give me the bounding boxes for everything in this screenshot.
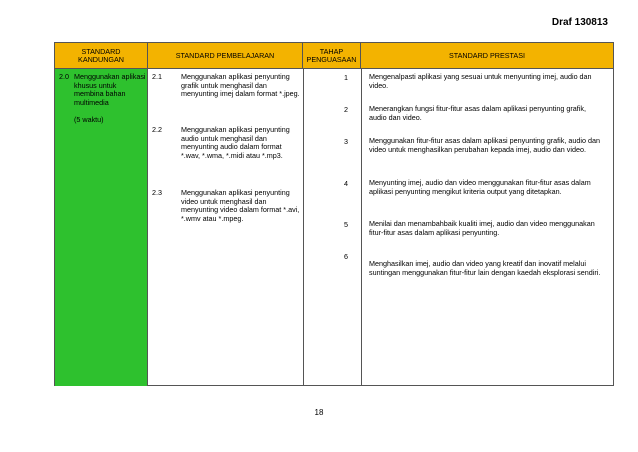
page-number: 18 (314, 408, 324, 417)
draft-label: Draf 130813 (551, 17, 608, 28)
kandungan-duration: (5 waktu) (74, 115, 104, 124)
column-divider (303, 69, 304, 386)
kandungan-column (55, 69, 148, 386)
standards-table (54, 42, 614, 386)
column-divider (361, 69, 362, 386)
tahap-number: 5 (344, 220, 348, 229)
kandungan-number: 2.0 (59, 72, 69, 81)
prestasi-text: Menggunakan fitur-fitur asas dalam aplikasi penyunting grafik, audio dan video untuk menghasilkan perubahan kepada imej, audio dan video. (369, 136, 600, 154)
tahap-number: 6 (344, 252, 348, 261)
table-header-row (55, 43, 613, 69)
prestasi-text: Menerangkan fungsi fitur-fitur asas dalam aplikasi penyunting grafik, audio dan video. (369, 104, 586, 122)
pembelajaran-number: 2.2 (152, 125, 162, 134)
header-standard-prestasi: STANDARD PRESTASI (448, 50, 525, 60)
header-standard-pembelajaran: STANDARD PEMBELAJARAN (148, 43, 303, 69)
prestasi-text: Menyunting imej, audio dan video menggunakan fitur-fitur asas dalam aplikasi penyunting mengikut kriteria output yang ditetapkan. (369, 178, 591, 196)
prestasi-text: Mengenalpasti aplikasi yang sesuai untuk menyunting imej, audio dan video. (369, 72, 592, 90)
pembelajaran-text: Menggunakan aplikasi penyunting video untuk menghasil dan menyunting video dalam format *.avi, *.wmv atau *.mpeg. (181, 188, 300, 223)
tahap-number: 1 (344, 73, 348, 82)
kandungan-text: Menggunakan aplikasi khusus untuk membina bahan multimedia (74, 72, 146, 107)
prestasi-text: Menilai dan menambahbaik kualiti imej, audio dan video menggunakan fitur-fitur asas dalam aplikasi penyunting. (369, 219, 595, 237)
header-tahap-penguasaan: TAHAP PENGUASAAN (303, 43, 361, 69)
pembelajaran-number: 2.1 (152, 72, 162, 81)
tahap-number: 2 (344, 105, 348, 114)
pembelajaran-text: Menggunakan aplikasi penyunting grafik untuk menghasil dan menyunting imej dalam format *.jpeg. (181, 72, 300, 99)
pembelajaran-number: 2.3 (152, 188, 162, 197)
pembelajaran-text: Menggunakan aplikasi penyunting audio untuk menghasil dan menyunting audio dalam format *.wav, *.wma, *.midi atau *.mp3. (181, 125, 290, 160)
tahap-number: 3 (344, 137, 348, 146)
tahap-number: 4 (344, 179, 348, 188)
header-standard-kandungan: STANDARD KANDUNGAN (55, 43, 148, 69)
prestasi-text: Menghasilkan imej, audio dan video yang kreatif dan inovatif melalui suntingan menggunakan fitur-fitur lain dengan kaedah eksplorasi sendiri. (369, 259, 601, 277)
